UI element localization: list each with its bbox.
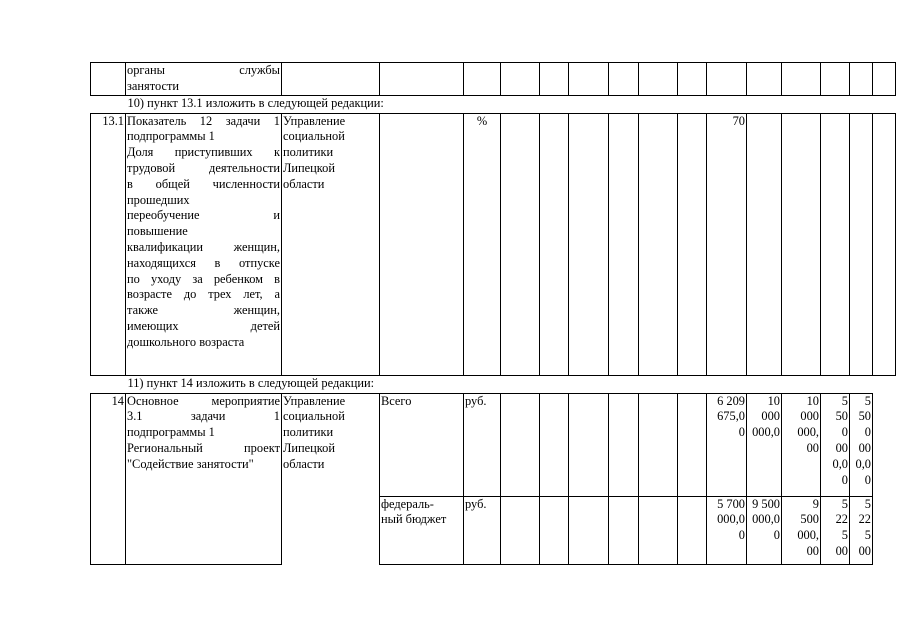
value-line: 000 — [800, 409, 819, 424]
amendment-note-text: 10) пункт 13.1 изложить в следующей редакции: — [127, 95, 384, 110]
amendment-note-11 — [91, 375, 896, 393]
value-line: 675,0 — [717, 409, 745, 424]
indicator-line: имеющих детей — [127, 318, 280, 333]
executor-line: социальной — [283, 129, 345, 144]
cell-value — [850, 63, 873, 96]
cell-value — [747, 63, 782, 96]
cell-unit: руб. — [464, 393, 501, 496]
amendment-note-text: 11) пункт 14 изложить в следующей редакции: — [127, 375, 375, 390]
cell-value-2025 — [747, 393, 782, 496]
value-line: 500 — [800, 512, 819, 527]
cell-value — [747, 113, 782, 375]
executor-line: Липецкой — [283, 160, 336, 175]
value-line: 000,0 — [717, 512, 745, 527]
cell-value — [609, 393, 639, 496]
cell-value-2024 — [707, 496, 747, 564]
value-line: 0,0 — [855, 456, 871, 471]
cell-number: 14 — [91, 393, 126, 496]
value-line: 00 — [858, 543, 871, 558]
cell-value-2027 — [821, 393, 850, 496]
program-indicators-table — [90, 62, 896, 565]
indicator-line: квалификации женщин, — [127, 239, 280, 254]
cell-source — [380, 63, 464, 96]
value-line: 50 — [858, 409, 871, 424]
value-line: 0 — [841, 425, 848, 440]
value-line: 000, — [797, 528, 819, 543]
cell-value-2028 — [850, 393, 873, 496]
value-line: 5 — [864, 393, 871, 408]
value-line: 0 — [738, 425, 745, 440]
cell-indicator — [126, 63, 282, 96]
indicator-line: подпрограммы 1 — [127, 425, 215, 440]
value-line: 000 — [761, 409, 780, 424]
cell-value — [782, 63, 821, 96]
cell-value — [540, 393, 569, 496]
cell-value — [569, 393, 609, 496]
value-line: 5 — [841, 393, 848, 408]
value-line: 22 — [858, 512, 871, 527]
value-line: 00 — [858, 440, 871, 455]
cell-value — [501, 63, 540, 96]
cell-number — [91, 496, 126, 564]
indicator-line: дошкольного возраста — [127, 334, 245, 349]
value-line: 00 — [806, 440, 819, 455]
cell-executor — [282, 113, 380, 375]
indicator-line: Показатель 12 задачи 1 — [127, 113, 280, 128]
cell-value-2025 — [747, 496, 782, 564]
cell-value — [639, 63, 678, 96]
cell-value — [639, 496, 678, 564]
value-line: 5 — [864, 528, 871, 543]
table-row-top — [91, 63, 896, 96]
cell-value — [707, 63, 747, 96]
value-line: 000,0 — [752, 512, 780, 527]
cell-value — [501, 496, 540, 564]
value-line: 00 — [835, 543, 848, 558]
cell-value — [540, 496, 569, 564]
cell-unit — [464, 63, 501, 96]
indicator-line: Региональный проект — [127, 440, 280, 455]
executor-line: Управление — [283, 113, 346, 128]
value-line: 5 700 — [717, 496, 745, 511]
indicator-line: подпрограммы 1 — [127, 129, 215, 144]
value-line: 0 — [773, 528, 780, 543]
cell-value — [569, 63, 609, 96]
cell-indicator — [126, 496, 282, 564]
cell-executor — [282, 63, 380, 96]
value-line: 00 — [835, 440, 848, 455]
cell-value — [821, 113, 850, 375]
indicator-line: находящихся в отпуске — [127, 255, 280, 270]
indicator-line: Основное мероприятие — [127, 393, 280, 408]
indicator-line: органы службы — [127, 63, 280, 77]
executor-line: области — [283, 456, 325, 471]
source-line: федераль- — [381, 496, 434, 511]
indicator-line: также женщин, — [127, 303, 280, 318]
cell-unit: % — [464, 113, 501, 375]
cell-number — [91, 63, 126, 96]
value-line: 10 — [806, 393, 819, 408]
executor-line: политики — [283, 145, 334, 160]
value-line: 6 209 — [717, 393, 745, 408]
cell-value — [821, 63, 850, 96]
indicator-line: "Содействие занятости" — [127, 456, 254, 471]
value-line: 9 — [812, 496, 819, 511]
value-line: 5 — [841, 496, 848, 511]
value-line: 5 — [864, 496, 871, 511]
cell-executor — [282, 393, 380, 496]
cell-number: 13.1 — [91, 113, 126, 375]
table-row-13-1 — [91, 113, 896, 375]
cell-value — [639, 113, 678, 375]
value-line: 0 — [864, 472, 871, 487]
cell-value-2026 — [782, 496, 821, 564]
value-line: 0 — [864, 425, 871, 440]
cell-value — [873, 113, 896, 375]
indicator-line: переобучение и — [127, 208, 280, 223]
cell-indicator — [126, 393, 282, 496]
value-line: 22 — [835, 512, 848, 527]
indicator-line: в общей численности — [127, 176, 280, 191]
executor-line: Липецкой — [283, 440, 336, 455]
cell-value — [678, 496, 707, 564]
cell-value — [782, 113, 821, 375]
amendment-note-10 — [91, 95, 896, 113]
value-line: 0 — [738, 528, 745, 543]
cell-value — [501, 393, 540, 496]
value-line: 0 — [841, 472, 848, 487]
indicator-line: прошедших — [127, 192, 190, 207]
cell-value — [678, 113, 707, 375]
table-row-14-total — [91, 393, 896, 496]
cell-unit: руб. — [464, 496, 501, 564]
indicator-line: трудовой деятельности — [127, 160, 280, 175]
cell-value — [501, 113, 540, 375]
indicator-line: возрасте до трех лет, а — [127, 287, 280, 302]
cell-value — [678, 393, 707, 496]
cell-source — [380, 393, 464, 496]
cell-value — [540, 113, 569, 375]
cell-value-target: 70 — [707, 113, 747, 375]
cell-value — [609, 63, 639, 96]
source-line: Всего — [381, 393, 412, 408]
value-line: 5 — [841, 528, 848, 543]
executor-line: политики — [283, 425, 334, 440]
cell-value-2026 — [782, 393, 821, 496]
value-line: 00 — [806, 543, 819, 558]
cell-value — [639, 393, 678, 496]
cell-value-2024 — [707, 393, 747, 496]
cell-value — [678, 63, 707, 96]
cell-value — [873, 63, 896, 96]
indicator-line: повышение — [127, 224, 188, 239]
cell-value — [569, 113, 609, 375]
executor-line: социальной — [283, 409, 345, 424]
cell-value-2027 — [821, 496, 850, 564]
executor-line: области — [283, 176, 325, 191]
indicator-line: по уходу за ребенком в — [127, 271, 280, 286]
value-line: 000,0 — [752, 425, 780, 440]
cell-value — [569, 496, 609, 564]
value-line: 10 — [767, 393, 780, 408]
value-line: 50 — [835, 409, 848, 424]
cell-executor — [282, 496, 380, 564]
indicator-line: 3.1 задачи 1 — [127, 409, 280, 424]
executor-line: Управление — [283, 393, 346, 408]
cell-value — [540, 63, 569, 96]
value-line: 9 500 — [752, 496, 780, 511]
table-row-14-federal — [91, 496, 896, 564]
source-line: ный бюджет — [381, 512, 447, 527]
value-line: 000, — [797, 425, 819, 440]
cell-source — [380, 496, 464, 564]
cell-source — [380, 113, 464, 375]
cell-value-2028 — [850, 496, 873, 564]
cell-indicator — [126, 113, 282, 375]
value-line: 0,0 — [832, 456, 848, 471]
cell-value — [609, 113, 639, 375]
indicator-line: занятости — [127, 78, 180, 93]
indicator-line: Доля приступивших к — [127, 145, 280, 160]
cell-value — [850, 113, 873, 375]
cell-value — [609, 496, 639, 564]
